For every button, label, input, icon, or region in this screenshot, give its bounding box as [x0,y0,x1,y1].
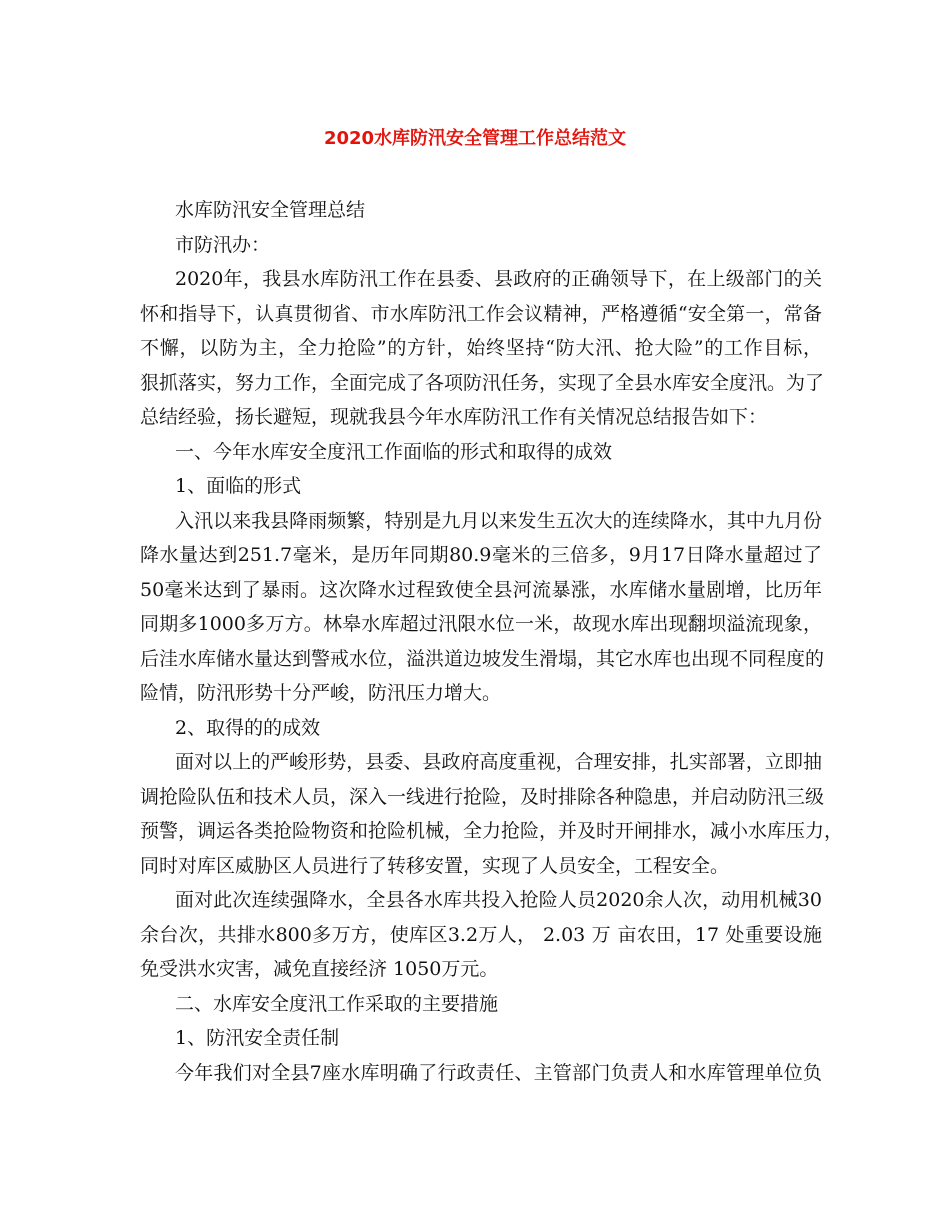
text-line: 同时对库区威胁区人员进行了转移安置，实现了人员安全，工程安全。 [140,854,730,877]
document-title: 2020水库防汛安全管理工作总结范文 [323,128,627,149]
text-line: 入汛以来我县降雨频繁，特别是九月以来发生五次大的连续降水，其中九月份 [175,509,822,532]
text-line: 降水量达到251.7毫米，是历年同期80.9毫米的三倍多，9月17日降水量超过了 [140,544,822,566]
text-line: 狠抓落实，努力工作，全面完成了各项防汛任务，实现了全县水库安全度汛。为了 [140,371,825,394]
text-line: 今年我们对全县7座水库明确了行政责任、主管部门负责人和水库管理单位负 [175,1061,822,1084]
text-line: 余台次，共排水800多万方，使库区3.2万人， 2.03 万 亩农田，17 处重要设施 [140,923,822,946]
text-line-recipient: 市防汛办： [175,233,271,256]
text-line-section-heading: 水库防汛安全管理总结 [175,199,366,221]
text-line: 预警，调运各类抢险物资和抢险机械，全力抢险，并及时开闸排水，减小水库压力， [140,820,844,842]
text-line-subheading-2-1: 1、防汛安全责任制 [175,1027,340,1049]
text-line: 免受洪水灾害，减免直接经济 1050万元。 [140,958,499,980]
text-line: 面对此次连续强降水，全县各水库共投入抢险人员2020余人次，动用机械30 [175,889,822,911]
text-line: 总结经验，扬长避短，现就我县今年水库防汛工作有关情况总结报告如下： [140,406,768,428]
text-line: 2020年，我县水库防汛工作在县委、县政府的正确领导下，在上级部门的关 [175,268,822,290]
text-line: 面对以上的严峻形势，县委、县政府高度重视，合理安排，扎实部署，立即抽 [175,751,822,773]
text-line: 怀和指导下，认真贯彻省、市水库防汛工作会议精神，严格遵循“安全第一，常备 [140,302,822,325]
text-line: 调抢险队伍和技术人员，深入一线进行抢险，及时排除各种隐患，并启动防汛三级 [140,785,825,808]
text-line-heading-1: 一、今年水库安全度汛工作面临的形式和取得的成效 [175,440,613,463]
text-line-subheading-1-2: 2、取得的的成效 [175,716,321,739]
document-body [140,193,844,1090]
text-line: 后洼水库储水量达到警戒水位，溢洪道边坡发生滑塌，其它水库也出现不同程度的 [140,647,825,670]
text-line-subheading-1-1: 1、面临的形式 [175,475,302,497]
text-line: 不懈，以防为主，全力抢险”的方针，始终坚持“防大汛、抢大险”的工作目标， [140,337,822,359]
text-line: 同期多1000多万方。林皋水库超过汛限水位一米，故现水库出现翻坝溢流现象， [140,613,822,635]
text-line: 险情，防汛形势十分严峻，防汛压力增大。 [140,682,502,704]
text-line-heading-2: 二、水库安全度汛工作采取的主要措施 [175,992,499,1015]
text-line: 50毫米达到了暴雨。这次降水过程致使全县河流暴涨，水库储水量剧增，比历年 [140,578,822,601]
